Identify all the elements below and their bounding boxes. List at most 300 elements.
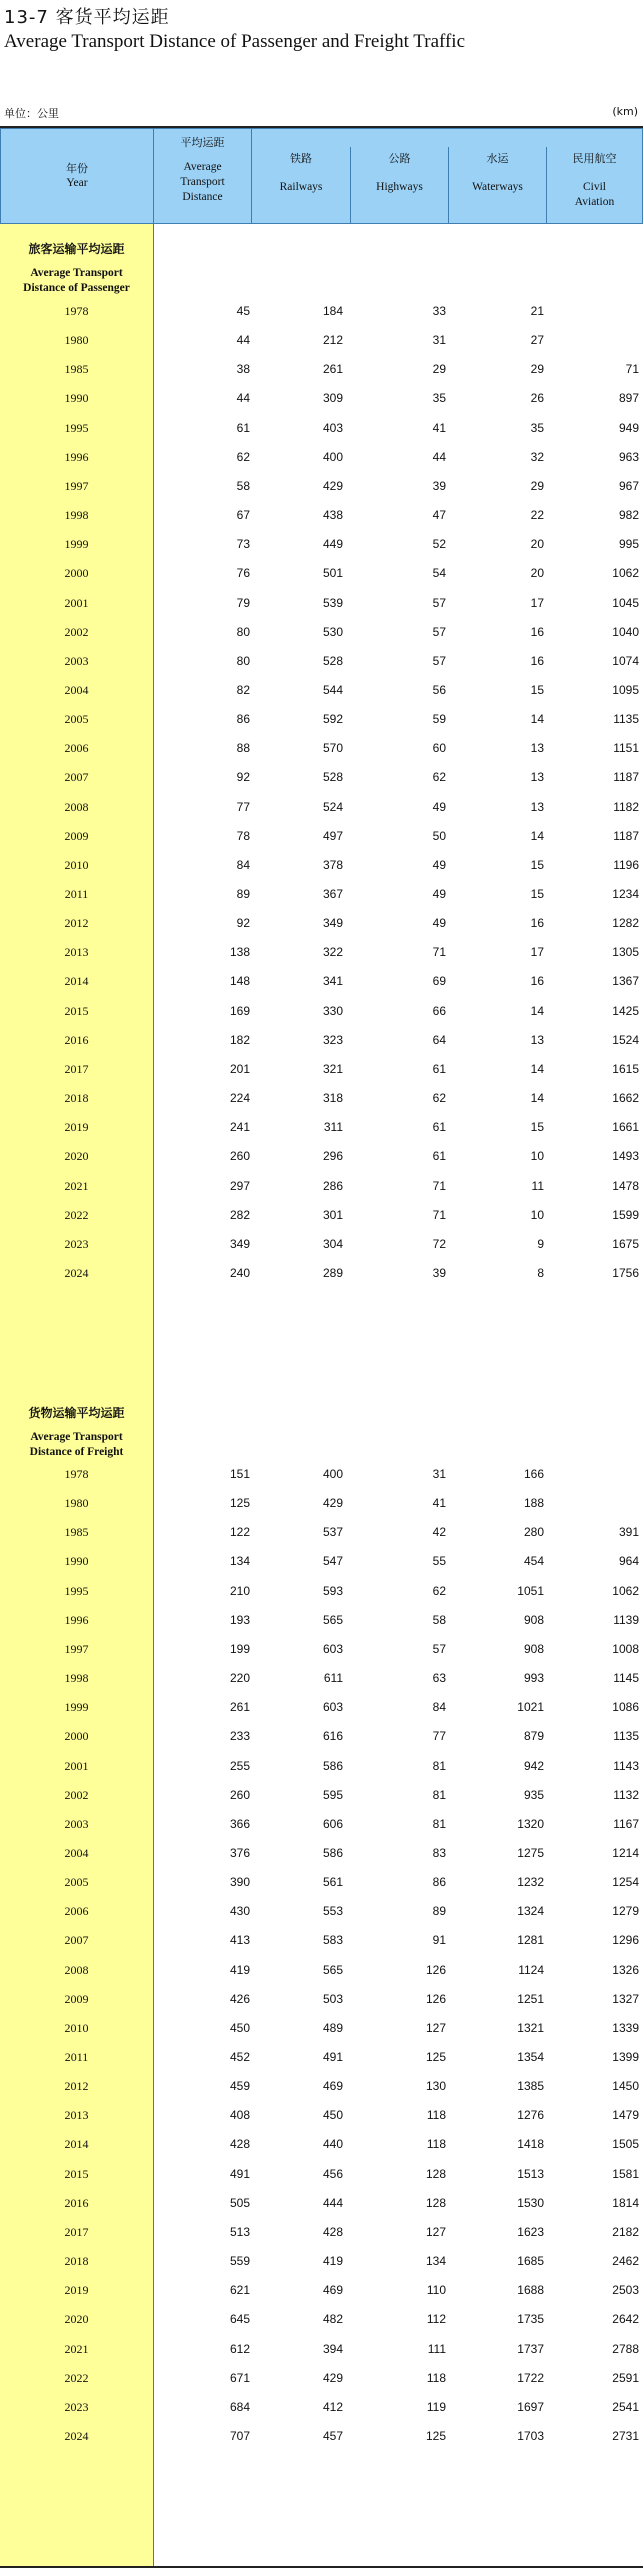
row-value: 49 (432, 887, 446, 901)
row-value: 440 (322, 2137, 343, 2152)
row-value: 449 (322, 537, 343, 552)
row-value: 92 (236, 770, 250, 785)
table-row (0, 1692, 643, 1721)
table-row (0, 471, 643, 500)
row-value: 1354 (517, 2050, 544, 2064)
row-year: 1985 (64, 362, 89, 377)
row-value: 169 (229, 1003, 250, 1018)
row-value: 616 (322, 1729, 343, 1744)
row-value: 47 (432, 508, 446, 523)
table-row (0, 2188, 643, 2217)
row-year: 2003 (64, 653, 89, 668)
row-value: 260 (229, 1787, 250, 1802)
row-year: 2024 (64, 2428, 89, 2443)
row-value: 55 (432, 1554, 446, 1569)
row-year: 2021 (64, 1178, 89, 1193)
row-value: 318 (322, 1091, 343, 1106)
row-year: 1978 (64, 1467, 89, 1481)
row-year: 1978 (64, 304, 89, 318)
row-year: 2022 (64, 2370, 89, 2385)
table-row (0, 1896, 643, 1925)
row-value: 2541 (612, 2399, 639, 2414)
row-value: 378 (322, 857, 343, 872)
table-row (0, 442, 643, 471)
row-value: 391 (618, 1525, 639, 1540)
row-value: 44 (432, 449, 446, 464)
row-year: 2014 (64, 974, 89, 989)
row-value: 513 (229, 2224, 250, 2239)
row-value: 49 (432, 799, 446, 814)
row-value: 583 (322, 1933, 343, 1948)
row-value: 56 (432, 682, 446, 697)
row-value: 570 (322, 741, 343, 756)
row-year: 1997 (64, 478, 89, 493)
row-value: 993 (523, 1671, 544, 1686)
row-value: 13 (530, 799, 544, 814)
row-year: 1999 (64, 1700, 89, 1715)
row-year: 2000 (64, 1729, 89, 1744)
row-value: 86 (432, 1875, 446, 1890)
table-row (0, 2042, 643, 2071)
row-value: 503 (322, 1991, 343, 2006)
unit-label-en: (km) (612, 105, 638, 118)
row-value: 81 (432, 1816, 446, 1831)
header-railways-en: Railways (279, 181, 323, 193)
row-year: 2011 (64, 887, 89, 901)
row-value: 66 (432, 1003, 446, 1018)
header-railways-cn: 铁路 (290, 152, 312, 165)
row-value: 32 (530, 449, 544, 464)
row-value: 1320 (517, 1816, 544, 1831)
row-value: 38 (236, 362, 250, 377)
table-row (0, 296, 643, 325)
row-value: 1187 (613, 770, 639, 785)
row-value: 1505 (612, 2137, 639, 2152)
row-value: 330 (322, 1003, 343, 1018)
header-year (0, 128, 154, 224)
row-value: 565 (322, 1962, 343, 1977)
row-value: 20 (530, 566, 544, 581)
row-year: 2014 (64, 2137, 89, 2152)
row-value: 296 (322, 1149, 343, 1164)
row-value: 27 (530, 333, 544, 348)
row-value: 1187 (613, 828, 639, 843)
row-value: 524 (322, 799, 343, 814)
row-value: 60 (432, 741, 446, 756)
row-year: 2012 (64, 916, 89, 931)
row-value: 29 (530, 362, 544, 377)
row-value: 497 (322, 828, 343, 843)
row-value: 1324 (517, 1904, 544, 1919)
row-value: 210 (229, 1583, 250, 1598)
row-value: 199 (229, 1641, 250, 1656)
row-value: 14 (530, 1061, 544, 1076)
row-value: 491 (229, 2166, 250, 2181)
row-value: 184 (322, 304, 343, 318)
table-row (0, 850, 643, 879)
row-year: 2019 (64, 1120, 89, 1135)
table-row (0, 704, 643, 733)
row-value: 71 (432, 1207, 446, 1222)
row-value: 81 (432, 1758, 446, 1773)
row-value: 15 (530, 1120, 544, 1135)
row-value: 426 (229, 1991, 250, 2006)
row-value: 964 (618, 1554, 639, 1569)
row-value: 1367 (612, 974, 639, 989)
row-value: 1135 (613, 1729, 639, 1744)
table-row (0, 675, 643, 704)
row-value: 1214 (612, 1845, 639, 1860)
table-row (0, 413, 643, 442)
row-value: 73 (236, 537, 250, 552)
row-value: 1703 (517, 2428, 544, 2443)
table-row (0, 792, 643, 821)
header-average-cn: 平均运距 (180, 136, 225, 149)
table-row (0, 1141, 643, 1170)
row-value: 935 (523, 1787, 544, 1802)
row-value: 528 (322, 770, 343, 785)
row-value: 125 (425, 2428, 446, 2443)
table-row (0, 2217, 643, 2246)
row-value: 1040 (612, 624, 639, 639)
table-header (0, 128, 643, 224)
row-value: 10 (530, 1149, 544, 1164)
row-value: 188 (523, 1496, 544, 1511)
row-year: 1990 (64, 391, 89, 406)
table-row (0, 2392, 643, 2421)
row-value: 2503 (612, 2283, 639, 2298)
table-row (0, 1054, 643, 1083)
row-year: 1997 (64, 1641, 89, 1656)
table-row (0, 879, 643, 908)
row-value: 1321 (517, 2020, 544, 2035)
row-value: 13 (530, 1032, 544, 1047)
row-value: 14 (530, 1091, 544, 1106)
table-row (0, 1171, 643, 1200)
row-value: 419 (229, 1962, 250, 1977)
row-value: 1296 (612, 1933, 639, 1948)
row-value: 967 (618, 478, 639, 493)
section-heading-cn: 货物运输平均运距 (28, 1406, 125, 1420)
table-row (0, 1925, 643, 1954)
row-value: 1688 (517, 2283, 544, 2298)
row-value: 130 (425, 2079, 446, 2094)
row-value: 261 (322, 362, 343, 377)
row-value: 1493 (612, 1149, 639, 1164)
row-value: 1279 (612, 1904, 639, 1919)
table-row (0, 1780, 643, 1809)
table-row (0, 1867, 643, 1896)
row-value: 1327 (612, 1991, 639, 2006)
row-year: 2016 (64, 2195, 89, 2210)
table-row (0, 2129, 643, 2158)
row-value: 528 (322, 653, 343, 668)
row-value: 963 (618, 449, 639, 464)
table-row (0, 2100, 643, 2129)
row-value: 92 (236, 916, 250, 931)
row-value: 995 (618, 537, 639, 552)
row-value: 41 (432, 1496, 446, 1511)
row-value: 1697 (517, 2399, 544, 2414)
row-value: 537 (322, 1525, 343, 1540)
row-value: 151 (229, 1467, 250, 1481)
row-value: 1021 (517, 1700, 544, 1715)
row-year: 2005 (64, 1875, 89, 1890)
row-value: 1045 (612, 595, 639, 610)
row-value: 561 (322, 1875, 343, 1890)
row-value: 908 (523, 1612, 544, 1627)
row-value: 457 (322, 2428, 343, 2443)
row-value: 544 (322, 682, 343, 697)
row-value: 49 (432, 916, 446, 931)
row-value: 13 (530, 741, 544, 756)
row-value: 1275 (517, 1845, 544, 1860)
section-heading (0, 240, 153, 296)
table-row (0, 617, 643, 646)
section-heading-en-line1: Average Transport (30, 1431, 123, 1443)
table-row (0, 529, 643, 558)
row-value: 15 (530, 887, 544, 901)
row-value: 1132 (613, 1787, 639, 1802)
row-value: 1399 (612, 2050, 639, 2064)
row-value: 69 (432, 974, 446, 989)
row-value: 61 (432, 1149, 446, 1164)
row-value: 707 (229, 2428, 250, 2443)
row-value: 261 (229, 1700, 250, 1715)
row-value: 233 (229, 1729, 250, 1744)
row-value: 1182 (613, 799, 639, 814)
row-value: 1737 (517, 2341, 544, 2356)
row-year: 2009 (64, 1991, 89, 2006)
row-value: 33 (432, 304, 446, 318)
row-value: 297 (229, 1178, 250, 1193)
row-value: 122 (229, 1525, 250, 1540)
row-value: 322 (322, 945, 343, 960)
row-year: 2022 (64, 1207, 89, 1222)
table-row (0, 1838, 643, 1867)
row-value: 41 (432, 420, 446, 435)
row-year: 2003 (64, 1816, 89, 1831)
page-title-cn: 13-7 客货平均运距 (4, 7, 170, 28)
header-civil-aviation-en2: Aviation (574, 196, 615, 208)
row-value: 138 (229, 945, 250, 960)
row-value: 301 (322, 1207, 343, 1222)
table-row (0, 966, 643, 995)
table-row (0, 1083, 643, 1112)
row-value: 15 (530, 682, 544, 697)
row-value: 452 (229, 2050, 250, 2064)
row-value: 1276 (517, 2108, 544, 2123)
row-value: 1385 (517, 2079, 544, 2094)
table-row (0, 1751, 643, 1780)
row-value: 684 (229, 2399, 250, 2414)
row-value: 349 (229, 1236, 250, 1251)
table-row (0, 2159, 643, 2188)
row-value: 603 (322, 1641, 343, 1656)
row-value: 1662 (612, 1091, 639, 1106)
row-value: 908 (523, 1641, 544, 1656)
row-value: 469 (322, 2079, 343, 2094)
row-value: 323 (322, 1032, 343, 1047)
row-year: 1980 (64, 333, 89, 348)
row-year: 2012 (64, 2079, 89, 2094)
table-row (0, 354, 643, 383)
row-value: 193 (229, 1612, 250, 1627)
row-value: 61 (432, 1120, 446, 1135)
row-value: 1254 (612, 1875, 639, 1890)
row-value: 182 (229, 1032, 250, 1047)
row-year: 2007 (64, 1933, 89, 1948)
row-value: 8 (537, 1265, 544, 1280)
row-year: 1995 (64, 1583, 89, 1598)
row-value: 1143 (613, 1758, 639, 1773)
row-year: 2004 (64, 1845, 89, 1860)
row-value: 78 (236, 828, 250, 843)
row-value: 63 (432, 1671, 446, 1686)
row-year: 1998 (64, 508, 89, 523)
table-row (0, 1200, 643, 1229)
row-value: 1062 (612, 1583, 639, 1598)
row-value: 118 (426, 2370, 446, 2385)
row-value: 134 (229, 1554, 250, 1569)
row-value: 491 (322, 2050, 343, 2064)
row-year: 2006 (64, 741, 89, 756)
header-top-span (251, 128, 643, 147)
row-value: 17 (530, 945, 544, 960)
row-value: 240 (229, 1265, 250, 1280)
row-value: 1530 (517, 2195, 544, 2210)
row-value: 286 (322, 1178, 343, 1193)
table-row (0, 1663, 643, 1692)
row-value: 14 (530, 712, 544, 727)
row-value: 403 (322, 420, 343, 435)
table-row (0, 1025, 643, 1054)
table-row (0, 996, 643, 1025)
row-year: 2008 (64, 799, 89, 814)
row-value: 1623 (517, 2224, 544, 2239)
row-value: 81 (432, 1787, 446, 1802)
row-year: 2008 (64, 1962, 89, 1977)
row-value: 1062 (612, 566, 639, 581)
row-value: 1095 (612, 682, 639, 697)
row-value: 1251 (517, 1991, 544, 2006)
table-row (0, 1229, 643, 1258)
table-row (0, 2304, 643, 2333)
row-value: 289 (322, 1265, 343, 1280)
row-value: 126 (425, 1991, 446, 2006)
row-value: 376 (229, 1845, 250, 1860)
row-value: 15 (530, 857, 544, 872)
row-value: 428 (229, 2137, 250, 2152)
row-value: 1339 (612, 2020, 639, 2035)
section-heading-cn: 旅客运输平均运距 (28, 242, 125, 256)
row-value: 400 (322, 1467, 343, 1481)
row-value: 21 (530, 304, 544, 318)
row-value: 72 (432, 1236, 446, 1251)
header-highways (350, 146, 449, 224)
row-value: 1722 (517, 2370, 544, 2385)
row-year: 2004 (64, 682, 89, 697)
row-value: 71 (432, 1178, 446, 1193)
table-row (0, 2275, 643, 2304)
row-value: 429 (322, 2370, 343, 2385)
row-value: 1234 (612, 887, 639, 901)
row-value: 50 (432, 828, 446, 843)
row-value: 1074 (612, 653, 639, 668)
unit-label-cn: 单位：公里 (4, 107, 59, 120)
row-value: 14 (530, 828, 544, 843)
row-value: 1513 (517, 2166, 544, 2181)
row-value: 84 (236, 857, 250, 872)
table-row (0, 821, 643, 850)
header-civil-aviation (546, 146, 643, 224)
table-row (0, 1258, 643, 1287)
row-value: 2788 (612, 2341, 639, 2356)
table-row (0, 1955, 643, 1984)
row-year: 2001 (64, 1758, 89, 1773)
row-value: 2462 (612, 2254, 639, 2269)
row-value: 52 (432, 537, 446, 552)
row-value: 64 (432, 1032, 446, 1047)
row-value: 57 (432, 624, 446, 639)
row-value: 39 (432, 478, 446, 493)
row-value: 42 (432, 1525, 446, 1540)
row-value: 118 (426, 2108, 446, 2123)
row-value: 592 (322, 712, 343, 727)
row-value: 1135 (613, 712, 639, 727)
row-value: 408 (229, 2108, 250, 2123)
row-value: 1615 (612, 1061, 639, 1076)
row-year: 2001 (64, 595, 89, 610)
row-value: 430 (229, 1904, 250, 1919)
row-value: 394 (322, 2341, 343, 2356)
row-value: 1151 (613, 741, 639, 756)
row-value: 16 (530, 653, 544, 668)
row-value: 400 (322, 449, 343, 464)
row-value: 341 (322, 974, 343, 989)
row-value: 71 (432, 945, 446, 960)
row-value: 482 (322, 2312, 343, 2327)
header-year-en: Year (66, 177, 88, 189)
row-value: 110 (426, 2283, 446, 2298)
header-highways-en: Highways (376, 181, 423, 193)
row-value: 501 (322, 566, 343, 581)
row-value: 29 (530, 478, 544, 493)
row-year: 2017 (64, 2224, 89, 2239)
table-row (0, 1605, 643, 1634)
row-value: 280 (523, 1525, 544, 1540)
row-value: 1478 (612, 1178, 639, 1193)
row-value: 429 (322, 478, 343, 493)
row-value: 62 (236, 449, 250, 464)
row-value: 1086 (612, 1700, 639, 1715)
row-year: 2011 (64, 2050, 89, 2064)
row-value: 166 (523, 1467, 544, 1481)
row-value: 1305 (612, 945, 639, 960)
row-value: 29 (432, 362, 446, 377)
row-value: 44 (236, 391, 250, 406)
row-value: 148 (229, 974, 250, 989)
row-value: 1814 (612, 2195, 639, 2210)
row-value: 311 (323, 1120, 343, 1135)
row-year: 2010 (64, 857, 89, 872)
section-heading (0, 1404, 153, 1460)
table-row (0, 1488, 643, 1517)
row-value: 134 (425, 2254, 446, 2269)
row-value: 621 (229, 2283, 250, 2298)
section-heading-en-line2: Distance of Passenger (23, 282, 130, 294)
row-value: 489 (322, 2020, 343, 2035)
